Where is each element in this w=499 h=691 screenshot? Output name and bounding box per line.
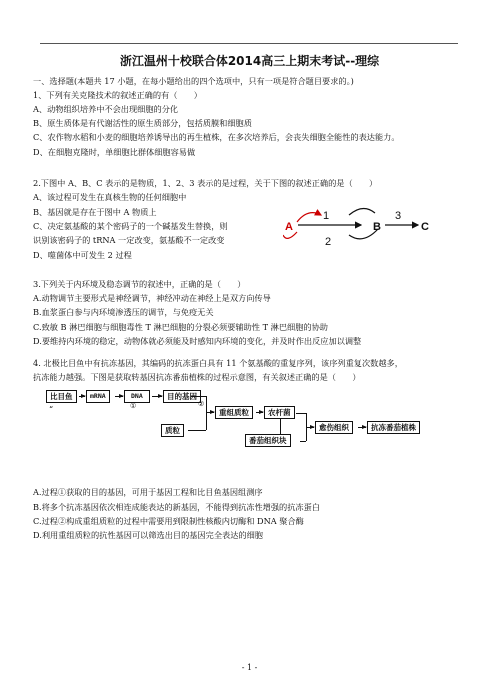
dna-box: DNA [124,390,150,403]
plasmid-box: 质粒 [161,424,184,437]
callus-box: 愈伤组织 [315,421,353,434]
stray-quote: “ [49,405,54,414]
arrow-callus-plant [358,427,366,428]
arrow-recomb-agro [256,412,263,413]
q4-option-b: B.将多个抗冻基因依次相连成能表达的新基因，不能得到抗冻性增强的抗冻蛋白 [33,502,320,512]
arrow-fish-mrna [79,396,85,397]
recomb-plasmid-box: 重组质粒 [215,406,253,419]
q2-label-b: B [373,221,381,233]
step2-marker: ② [198,400,205,408]
fish-box: 比目鱼 [46,390,77,403]
q1-option-b: B、原生质体是有代谢活性的原生质部分，包括质膜和细胞质 [33,118,252,128]
q2-arc-2b [349,208,375,215]
arrow-to-callus [306,427,314,428]
q1-stem: 1、下列有关克隆技术的叙述正确的有（ ） [33,90,202,100]
q2-process-diagram [283,205,443,247]
q2-option-d: D、噬菌体中可发生 2 过程 [33,250,132,260]
connector-bottom [188,430,206,431]
connector-top [191,396,206,397]
q2-stem: 2.下图中 A、B、C 表示的是物质，1、2、3 表示的是过程，关于下图的叙述正确的是（ ） [33,178,378,188]
q3-option-b: B.血浆蛋白参与内环境渗透压的调节，与免疫无关 [33,307,214,317]
q2-label-c: C [421,221,429,233]
q4-option-c: C.过程②构成重组质粒的过程中需要用到限制性核酸内切酶和 DNA 聚合酶 [33,516,304,526]
agrobacterium-box: 农杆菌 [264,406,295,419]
q2-arc-1 [297,213,321,222]
q1-option-a: A、动物组织培养中不会出现细胞的分化 [33,104,179,114]
q4-flow-diagram [46,388,416,466]
target-gene-box: 目的基因 [163,390,201,403]
q2-label-1: 1 [323,210,330,222]
page-number: - 1 - [241,663,258,672]
q4-stem-line2: 抗冻能力越强。下图是获取转基因抗冻番茄植株的过程示意图，有关叙述正确的是（ ） [33,372,361,382]
page-title: 浙江温州十校联合体2014高三上期末考试--理综 [119,54,380,68]
q3-option-d: D.要维持内环境的稳定，动物体就必须能及时感知内环境的变化，并及时作出反应加以调整 [33,336,362,346]
connector-vertical [206,396,207,430]
q3-option-a: A.动物调节主要形式是神经调节，神经冲动在神经上是双方向传导 [33,293,271,303]
arrow-to-recomb [206,412,214,413]
section-heading: 一、选择题(本题共 17 小题，在每小题给出的四个选项中，只有一项是符合题目要求的。) [33,76,354,86]
agro-down-line [280,419,281,434]
q4-option-a: A.过程①获取的目的基因，可用于基因工程和比目鱼基因组测序 [33,487,263,497]
arrow-mrna-dna [115,396,123,397]
q2-label-a: A [285,221,293,233]
q2-option-c-line1: C、决定氨基酸的某个密码子的一个碱基发生替换，则 [33,221,228,231]
header-rule [40,43,458,44]
q2-option-c-line2: 识别该密码子的 tRNA 一定改变，氨基酸不一定改变 [33,235,225,245]
q1-option-c: C、农作物水稻和小麦的细胞培养诱导出的再生植株，在多次培养后，会丧失细胞全能性的表达能力。 [33,132,400,142]
step1-marker: ① [130,402,137,410]
mrna-box: mRNA [86,390,110,403]
tomato-tissue-box: 番茄组织块 [245,434,291,447]
q2-label-3: 3 [395,210,402,222]
connector-right-top [296,413,306,414]
cold-tolerant-plant-box: 抗冻番茄植株 [367,421,420,434]
q4-option-d: D.利用重组质粒的抗性基因可以筛选出目的基因完全表达的细胞 [33,530,263,540]
q2-label-2: 2 [325,236,332,247]
connector-right-bottom [300,441,306,442]
arrow-dna-target [152,396,162,397]
q3-option-c: C.致敏 B 淋巴细胞与细胞毒性 T 淋巴细胞的分裂必须要辅助性 T 淋巴细胞的协助 [33,322,328,332]
q1-option-d: D、在细胞克隆时，单细胞比群体细胞容易做 [33,147,196,157]
q3-stem: 3.下列关于内环境及稳态调节的叙述中，正确的是（ ） [33,279,246,289]
q2-option-b: B、基因就是存在于图中 A 物质上 [33,207,157,217]
q2-option-a: A、该过程可发生在真核生物的任何细胞中 [33,192,187,202]
q4-stem-line1: 4. 北极比目鱼中有抗冻基因，其编码的抗冻蛋白具有 11 个氨基酸的重复序列，该序列重复次数越多， [33,358,403,368]
